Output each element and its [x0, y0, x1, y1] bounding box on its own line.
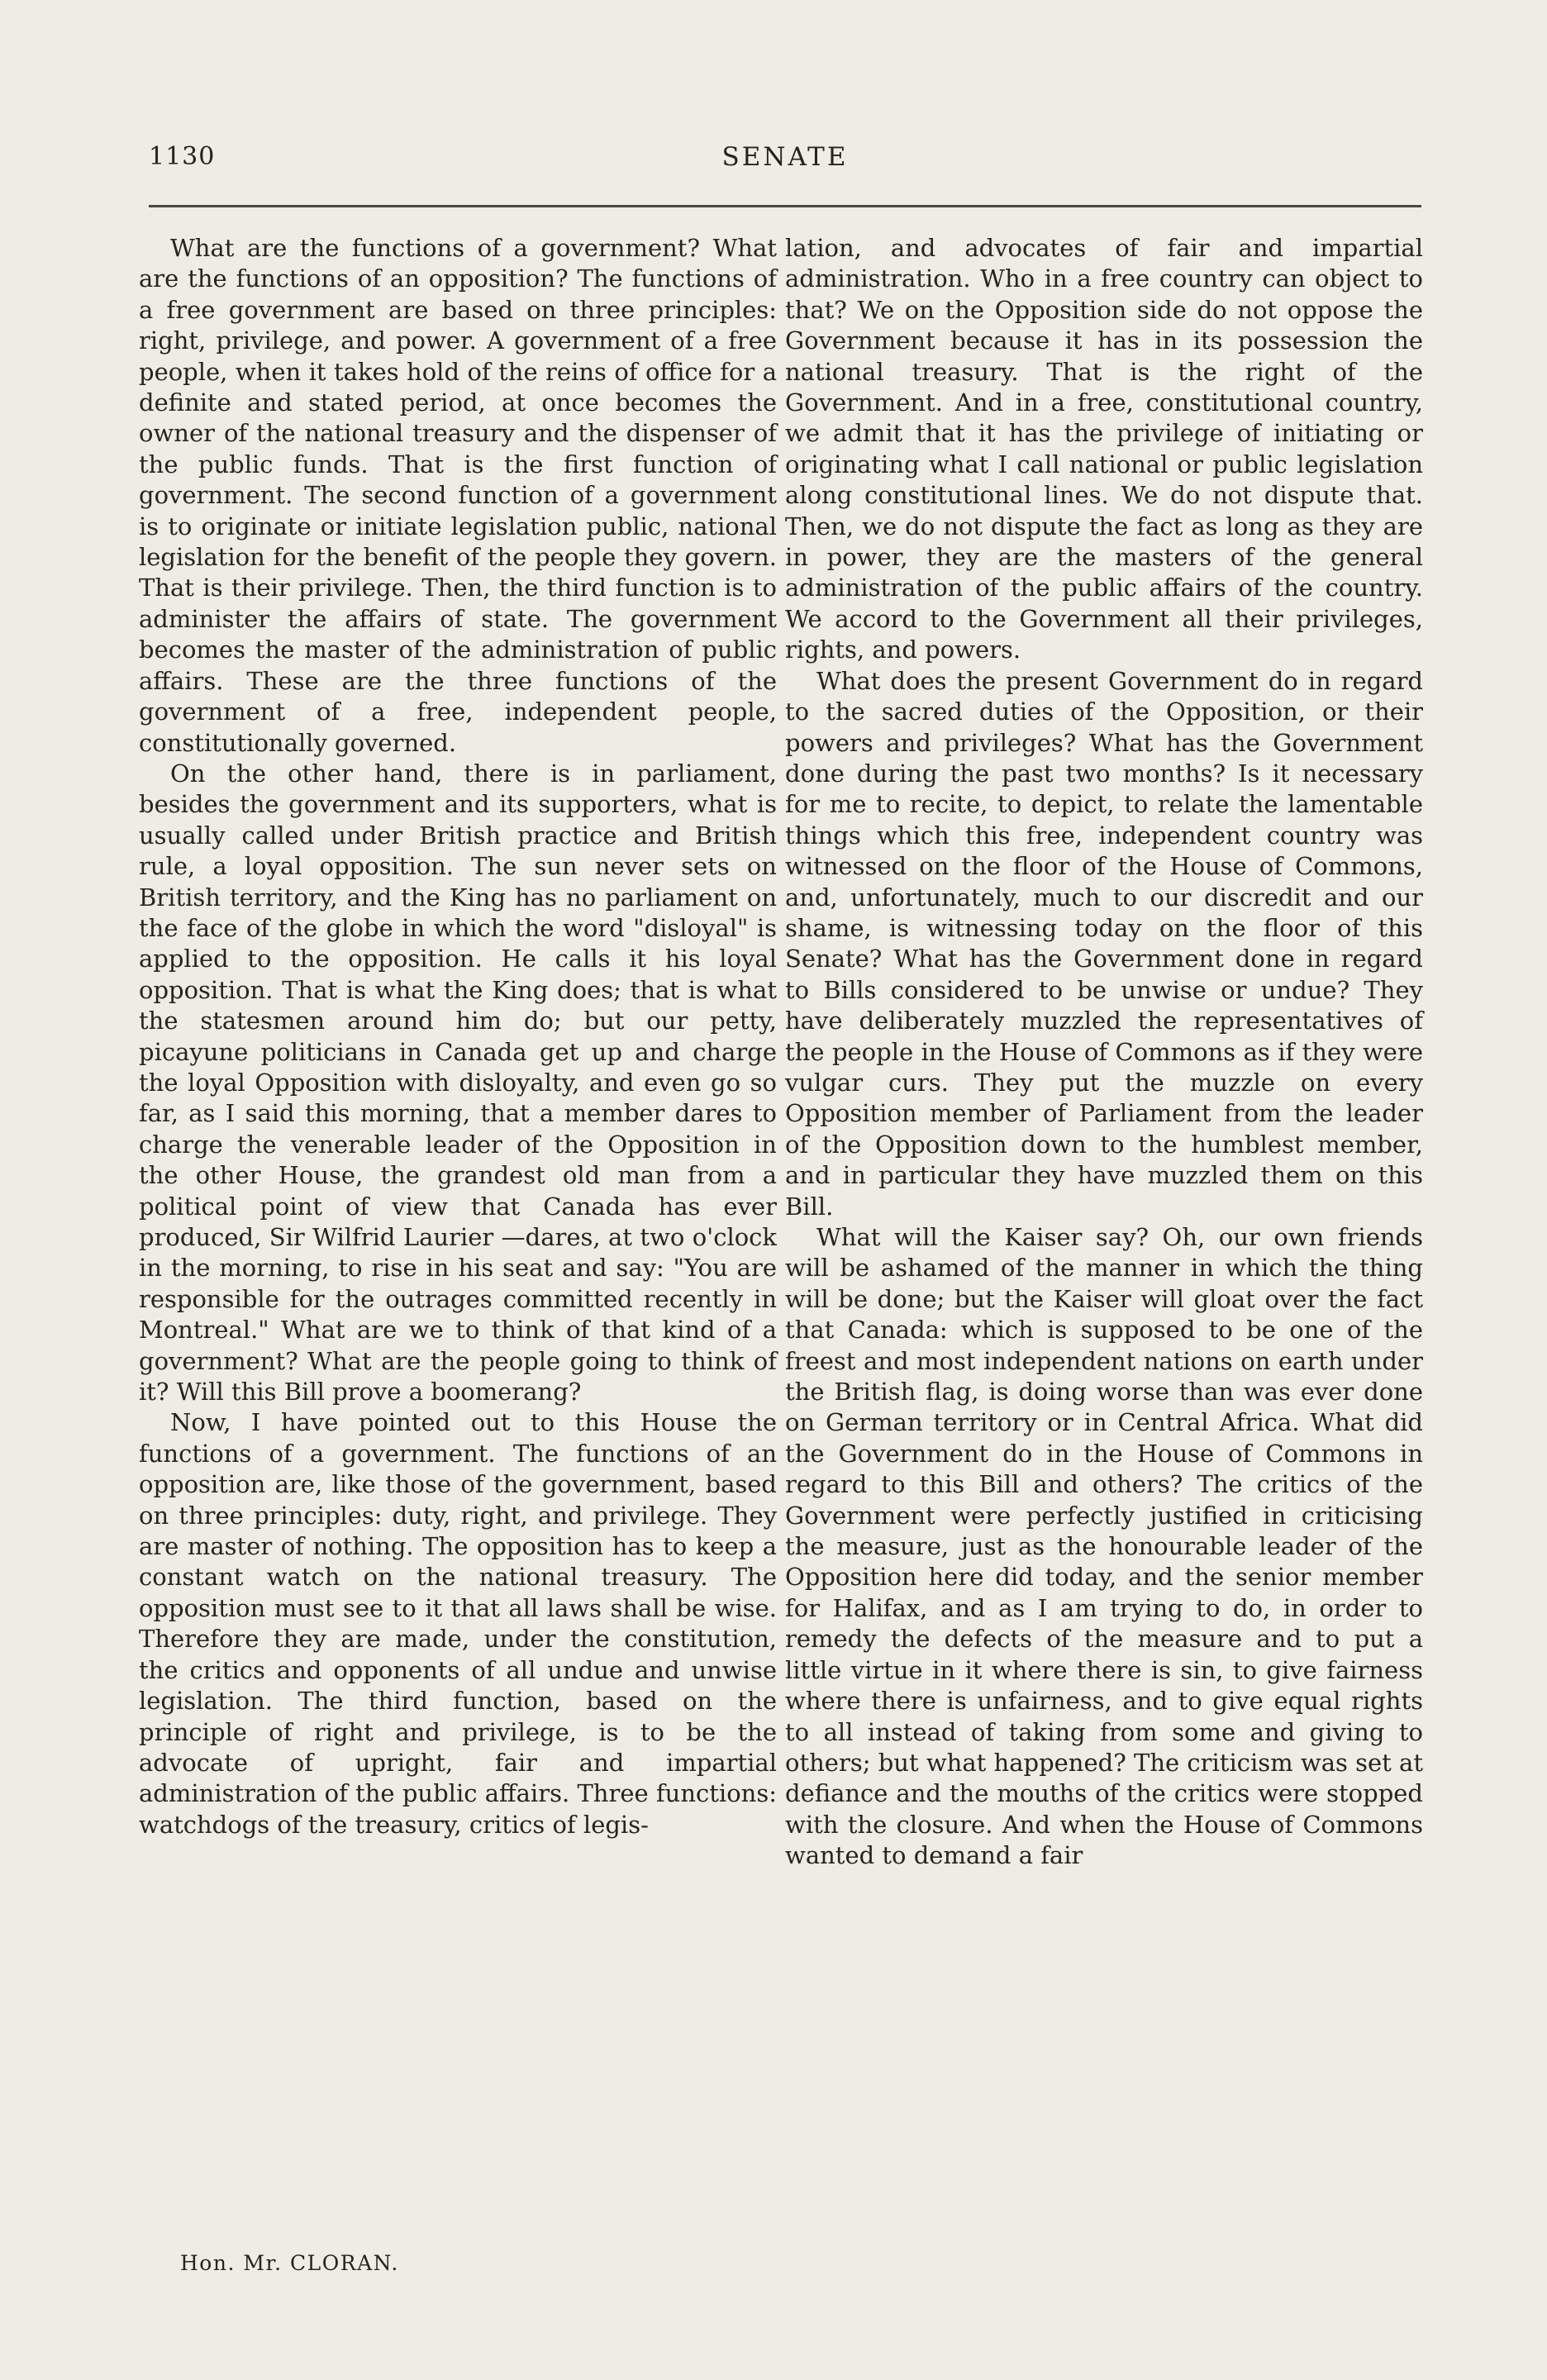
header-rule [149, 205, 1421, 207]
paragraph: On the other hand, there is in parliament, besides the government and its supporters, what is usually called under British practice and British rule, a loyal opposition. The sun never sets on British territory, and the King has no parliament on the face of the globe in which the word "disloyal" is applied to the opposition. He calls it his loyal opposition. That is what the King does; that is what the statesmen around him do; but our petty, picayune politicians in Canada get up and charge the loyal Opposition with disloyalty, and even go so far, as I said this morning, that a member dares to charge the venerable leader of the Opposition in the other House, the grandest old man from a political point of view that Canada has ever produced, Sir Wilfrid Laurier —dares, at two o'clock in the morning, to rise in his seat and say: "You are responsible for the outrages committed recently in Montreal." What are we to think of that kind of a government? What are the people going to think of it? Will this Bill prove a boomerang? [139, 759, 777, 1407]
speaker-footer: Hon. Mr. CLORAN. [180, 2251, 399, 2275]
page-header [149, 142, 1421, 175]
page-number: 1130 [149, 142, 216, 171]
paragraph: What will the Kaiser say? Oh, our own friends will be ashamed of the manner in which the thing will be done; but the Kaiser will gloat over the fact that Canada: which is supposed to be one of the freest and most independent nations on earth under the British flag, is doing worse than was ever done on German territory or in Central Africa. What did the Government do in the House of Commons in regard to this Bill and others? The critics of the Government were perfectly justified in criticising the measure, just as the honourable leader of the Opposition here did today, and the senior member for Halifax, and as I am trying to do, in order to remedy the defects of the measure and to put a little virtue in it where there is sin, to give fairness where there is unfairness, and to give equal rights to all instead of taking from some and giving to others; but what happened? The criticism was set at defiance and the mouths of the critics were stopped with the closure. And when the House of Commons wanted to demand a fair [785, 1223, 1423, 1870]
paragraph-continuation: lation, and advocates of fair and impartial administration. Who in a free country can object to that? We on the Opposition side do not oppose the Government because it has in its possession the national treasury. That is the right of the Government. And in a free, constitutional country, we admit that it has the privilege of initiating or originating what I call national or public legislation along constitutional lines. We do not dispute that. Then, we do not dispute the fact as long as they are in power, they are the masters of the general administration of the public affairs of the country. We accord to the Government all their privileges, rights, and powers. [785, 234, 1423, 664]
running-head: SENATE [721, 142, 849, 172]
paragraph: What does the present Government do in regard to the sacred duties of the Opposition, or their powers and privileges? What has the Government done during the past two months? Is it necessary for me to recite, to depict, to relate the lamentable things which this free, independent country was witnessed on the floor of the House of Commons, and, unfortunately, much to our discredit and our shame, is witnessing today on the floor of this Senate? What has the Government done in regard to Bills considered to be unwise or undue? They have deliberately muzzled the representatives of the people in the House of Commons as if they were vulgar curs. They put the muzzle on every Opposition member of Parliament from the leader of the Opposition down to the humblest member, and in particular they have muzzled them on this Bill. [785, 666, 1423, 1221]
paragraph: Now, I have pointed out to this House the functions of a government. The functions of an opposition are, like those of the government, based on three principles: duty, right, and privilege. They are master of nothing. The opposition has to keep a constant watch on the national treasury. The opposition must see to it that all laws shall be wise. Therefore they are made, under the constitution, the critics and opponents of all undue and unwise legislation. The third function, based on the principle of right and privilege, is to be the advocate of upright, fair and impartial administration of the public affairs. Three functions: watchdogs of the treasury, critics of legis- [139, 1408, 777, 1839]
right-column [785, 233, 1423, 1872]
paragraph: What are the functions of a government? What are the functions of an opposition? The functions of a free government are based on three principles: right, privilege, and power. A government of a free people, when it takes hold of the reins of office for a definite and stated period, at once becomes the owner of the national treasury and the dispenser of the public funds. That is the first function of government. The second function of a government is to originate or initiate legislation public, national legislation for the benefit of the people they govern. That is their privilege. Then, the third function is to administer the affairs of state. The government becomes the master of the administration of public affairs. These are the three functions of the government of a free, independent people, constitutionally governed. [139, 234, 777, 757]
left-column [139, 233, 777, 1840]
